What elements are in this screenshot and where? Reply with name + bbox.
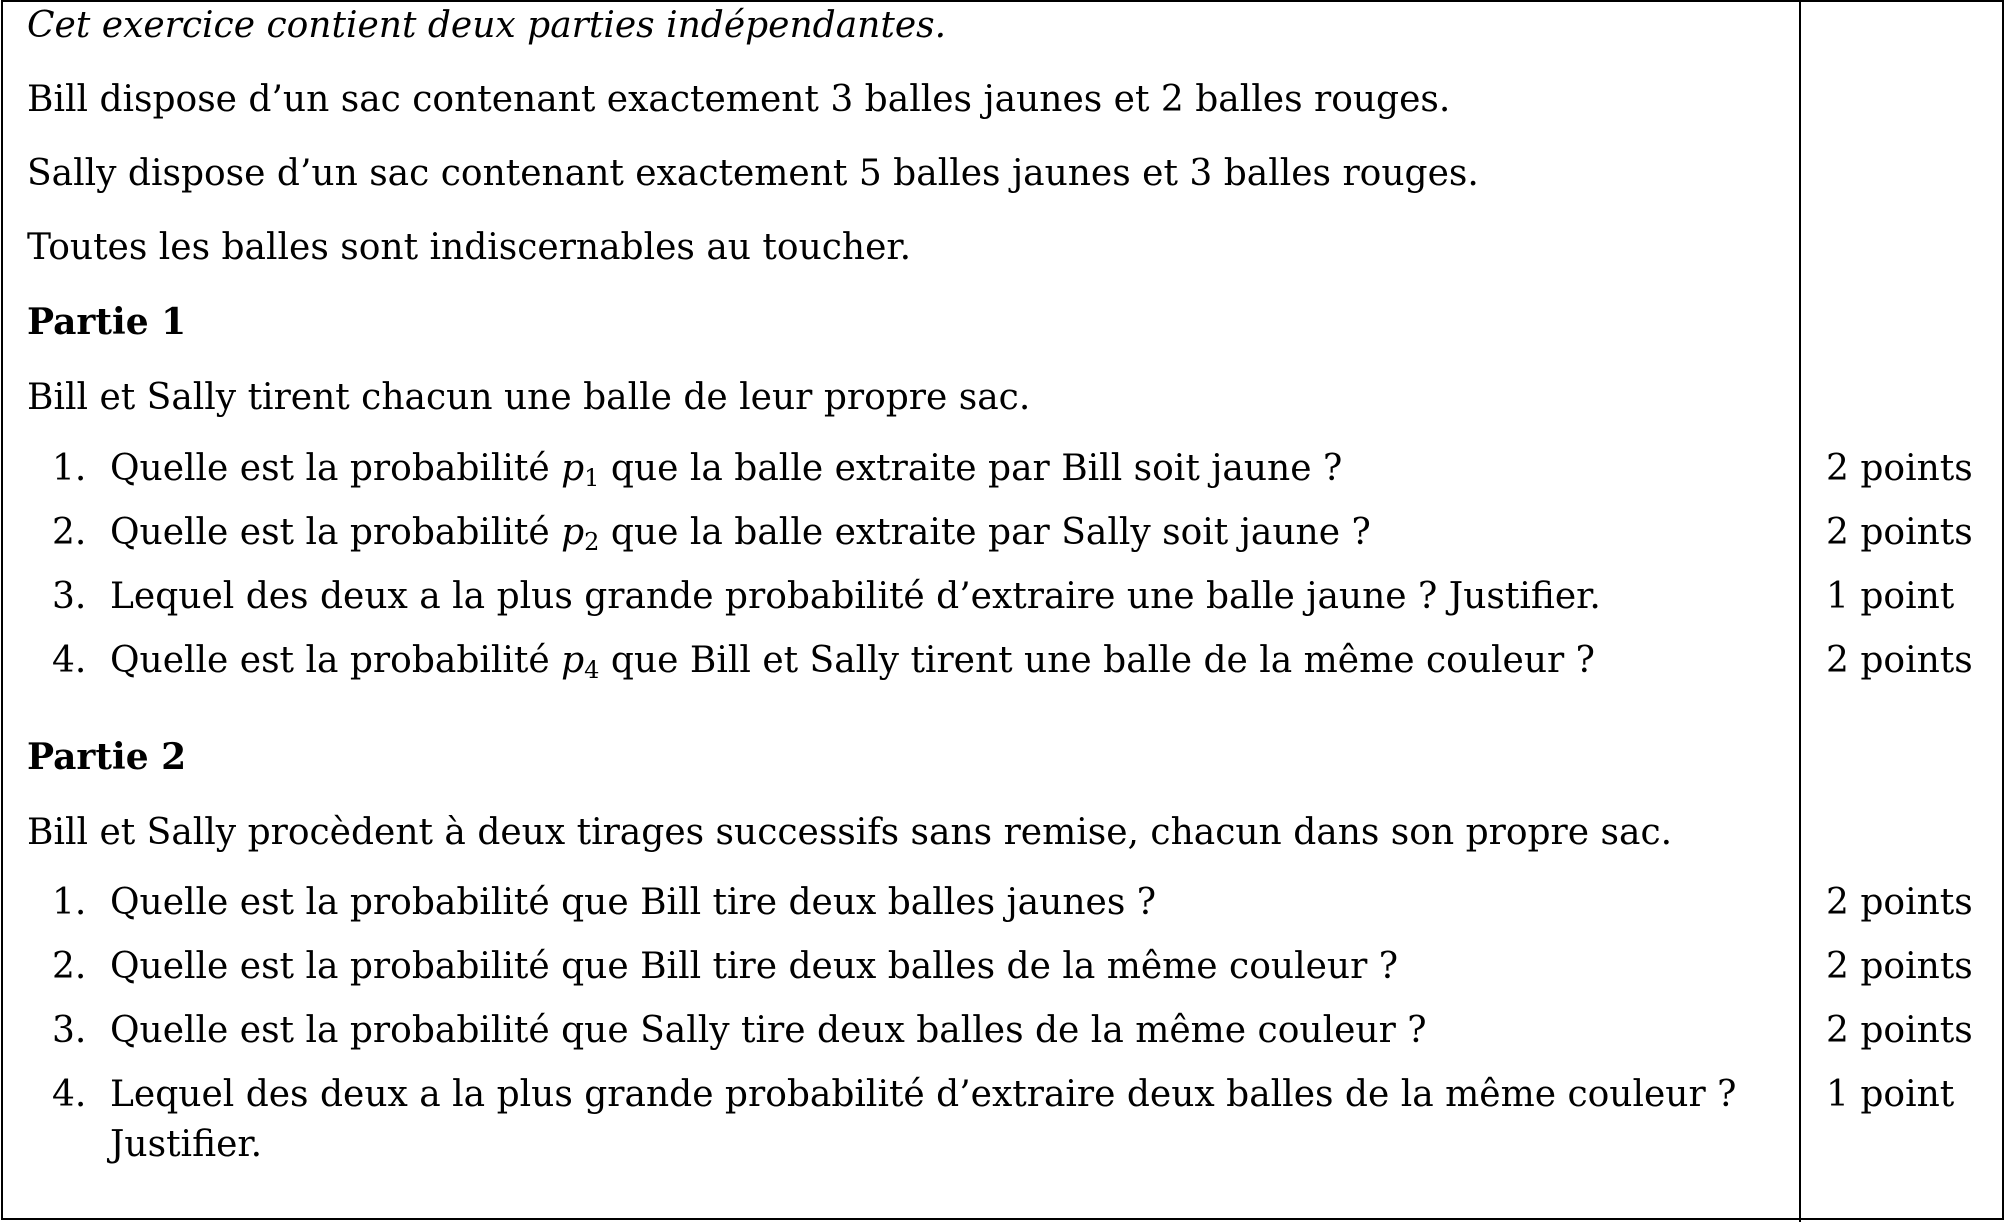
part1-q4-text — [110, 640, 1595, 684]
part2-statement: Bill et Sally procèdent à deux tirages successifs sans remise, chacun dans son propre sac. — [27, 812, 1673, 853]
part1-q2-text — [110, 512, 1371, 556]
part2-q3-points: 2 points — [1826, 1010, 1973, 1051]
part2-q4-number: 4. — [52, 1074, 87, 1115]
points-column-divider — [1799, 0, 1801, 1222]
part2-q2-points: 2 points — [1826, 946, 1973, 987]
intro-text: Cet exercice contient deux parties indépendantes. — [27, 5, 947, 46]
part1-q1-points: 2 points — [1826, 448, 1973, 489]
part1-q4-sub: 4 — [584, 656, 600, 684]
part2-q4-points: 1 point — [1826, 1074, 1955, 1115]
part2-q3-text: Quelle est la probabilité que Sally tire deux balles de la même couleur ? — [110, 1010, 1427, 1051]
part1-q3-points: 1 point — [1826, 576, 1955, 617]
part1-q2-sub: 2 — [584, 528, 600, 556]
part2-q2-number: 2. — [52, 946, 87, 987]
part1-q1-pre: Quelle est la probabilité — [110, 448, 562, 489]
part1-q2-number: 2. — [52, 512, 87, 553]
part1-q4-number: 4. — [52, 640, 87, 681]
part1-q3-number: 3. — [52, 576, 87, 617]
part1-q1-var: p — [561, 448, 585, 489]
part1-q1-post: que la balle extraite par Bill soit jaune ? — [599, 448, 1343, 489]
context-line-bill: Bill dispose d’un sac contenant exactement 3 balles jaunes et 2 balles rouges. — [27, 79, 1451, 120]
part1-q2-points: 2 points — [1826, 512, 1973, 553]
part1-q3-text: Lequel des deux a la plus grande probabilité d’extraire une balle jaune ? Justifier. — [110, 576, 1601, 617]
part1-q4-pre: Quelle est la probabilité — [110, 640, 562, 681]
part2-title: Partie 2 — [27, 736, 187, 778]
part1-q1-sub: 1 — [584, 464, 600, 492]
part1-q2-pre: Quelle est la probabilité — [110, 512, 562, 553]
part1-q4-post: que Bill et Sally tirent une balle de la même couleur ? — [599, 640, 1595, 681]
part2-q2-text: Quelle est la probabilité que Bill tire deux balles de la même couleur ? — [110, 946, 1399, 987]
part1-statement: Bill et Sally tirent chacun une balle de leur propre sac. — [27, 377, 1031, 418]
part1-q2-post: que la balle extraite par Sally soit jaune ? — [599, 512, 1371, 553]
part2-q4-text: Lequel des deux a la plus grande probabilité d’extraire deux balles de la même couleur ? — [110, 1074, 1737, 1115]
part2-q1-points: 2 points — [1826, 882, 1973, 923]
part1-q2-var: p — [561, 512, 585, 553]
part1-q1-text — [110, 448, 1343, 492]
part2-q1-text: Quelle est la probabilité que Bill tire deux balles jaunes ? — [110, 882, 1157, 923]
part1-q4-points: 2 points — [1826, 640, 1973, 681]
part2-q3-number: 3. — [52, 1010, 87, 1051]
part2-q4-text-continued: Justifier. — [110, 1124, 263, 1165]
context-line-balls: Toutes les balles sont indiscernables au toucher. — [27, 227, 912, 268]
part1-q1-number: 1. — [52, 448, 87, 489]
part1-title: Partie 1 — [27, 301, 187, 343]
context-line-sally: Sally dispose d’un sac contenant exactement 5 balles jaunes et 3 balles rouges. — [27, 153, 1479, 194]
part2-q1-number: 1. — [52, 882, 87, 923]
part1-q4-var: p — [561, 640, 585, 681]
